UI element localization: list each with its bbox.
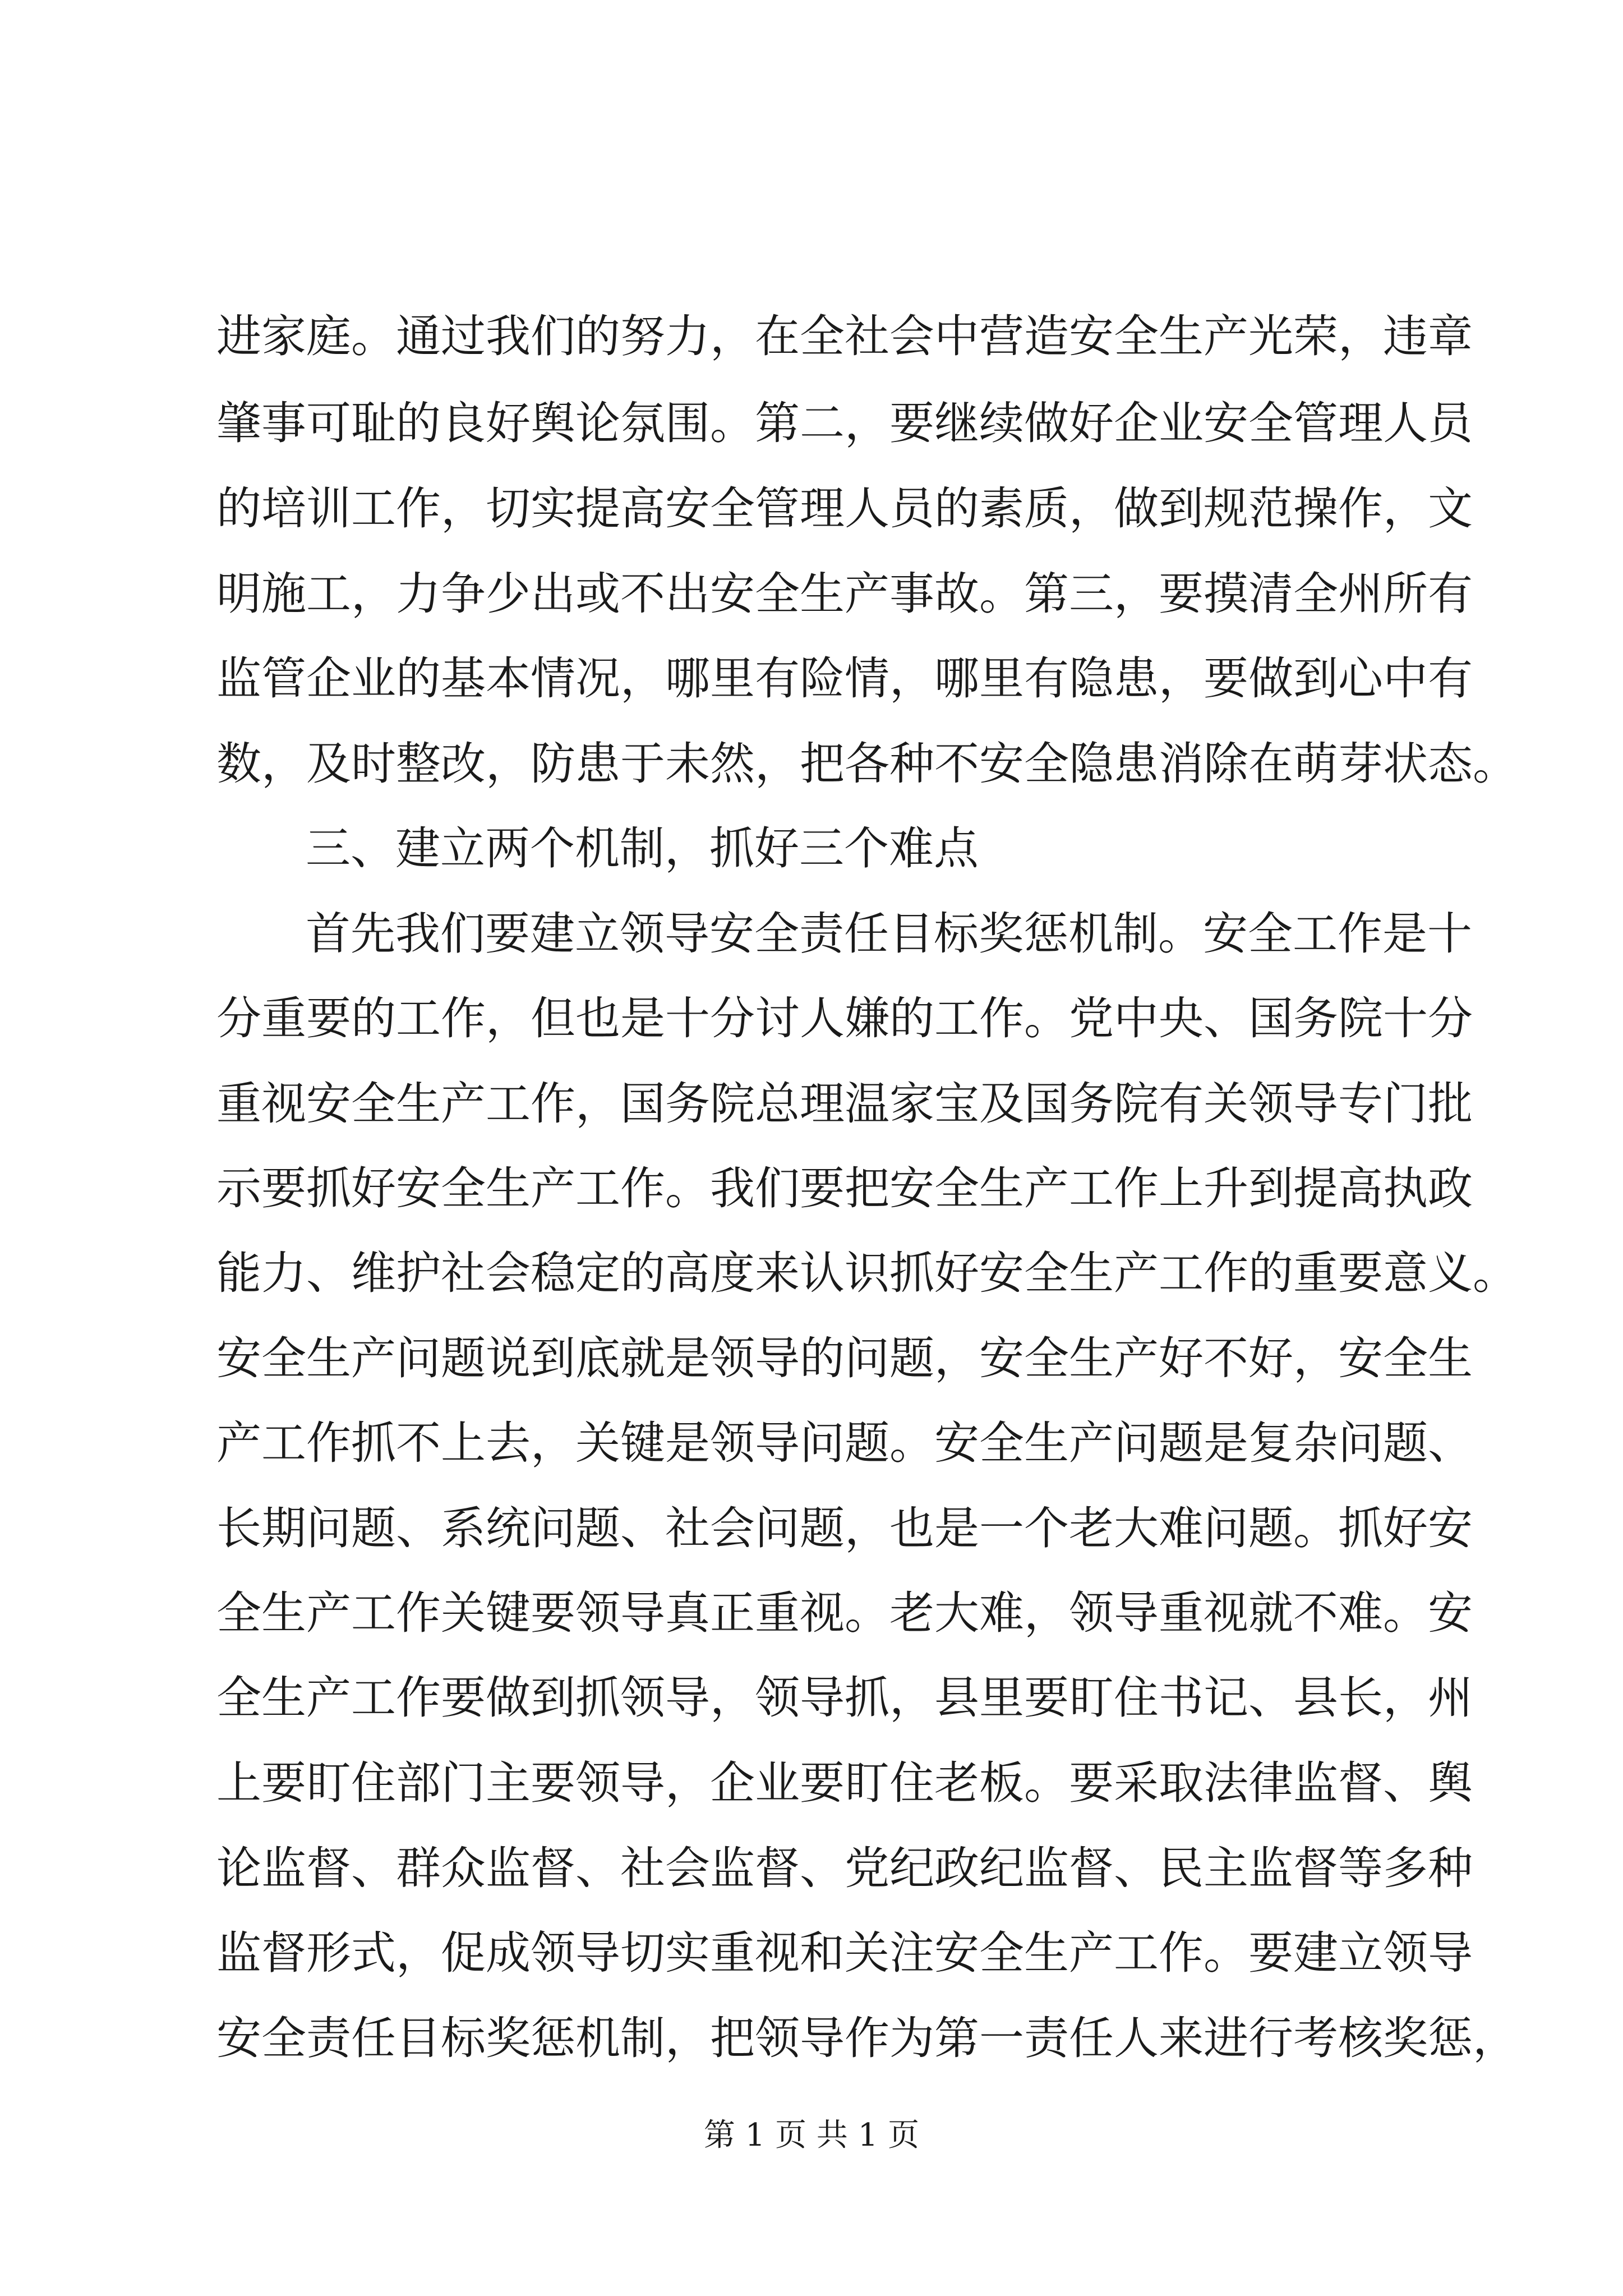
text-line: 论监督、群众监督、社会监督、党纪政纪监督、民主监督等多种 [216, 1842, 1473, 1894]
text-line: 肇事可耻的良好舆论氛围。第二，要继续做好企业安全管理人员 [216, 397, 1473, 449]
text-line: 的培训工作，切实提高安全管理人员的素质，做到规范操作，文 [216, 482, 1473, 535]
section-heading: 三、建立两个机制，抓好三个难点 [306, 822, 979, 875]
text-line: 能力、维护社会稳定的高度来认识抓好安全生产工作的重要意义。 [216, 1247, 1518, 1299]
text-line: 明施工，力争少出或不出安全生产事故。第三，要摸清全州所有 [216, 568, 1473, 620]
text-line: 上要盯住部门主要领导，企业要盯住老板。要采取法律监督、舆 [216, 1757, 1473, 1809]
text-line: 示要抓好安全生产工作。我们要把安全生产工作上升到提高执政 [216, 1162, 1473, 1214]
text-line: 产工作抓不上去，关键是领导问题。安全生产问题是复杂问题、 [216, 1417, 1473, 1469]
text-line: 监督形式，促成领导切实重视和关注安全生产工作。要建立领导 [216, 1927, 1473, 1979]
text-line: 全生产工作要做到抓领导，领导抓，县里要盯住书记、县长，州 [216, 1672, 1473, 1724]
text-line: 全生产工作关键要领导真正重视。老大难，领导重视就不难。安 [216, 1587, 1473, 1639]
text-line: 安全责任目标奖惩机制，把领导作为第一责任人来进行考核奖惩， [216, 2012, 1518, 2064]
text-line: 分重要的工作，但也是十分讨人嫌的工作。党中央、国务院十分 [216, 992, 1473, 1045]
text-line: 长期问题、系统问题、社会问题，也是一个老大难问题。抓好安 [216, 1502, 1473, 1554]
text-line: 安全生产问题说到底就是领导的问题，安全生产好不好，安全生 [216, 1332, 1473, 1384]
page-footer: 第 1 页 共 1 页 [703, 2117, 920, 2154]
text-line: 重视安全生产工作，国务院总理温家宝及国务院有关领导专门批 [216, 1078, 1473, 1130]
text-line: 进家庭。通过我们的努力，在全社会中营造安全生产光荣，违章 [216, 310, 1473, 362]
text-line: 首先我们要建立领导安全责任目标奖惩机制。安全工作是十 [306, 908, 1472, 960]
text-line: 监管企业的基本情况，哪里有险情，哪里有隐患，要做到心中有 [216, 652, 1473, 705]
text-line: 数，及时整改，防患于未然，把各种不安全隐患消除在萌芽状态。 [216, 738, 1518, 790]
